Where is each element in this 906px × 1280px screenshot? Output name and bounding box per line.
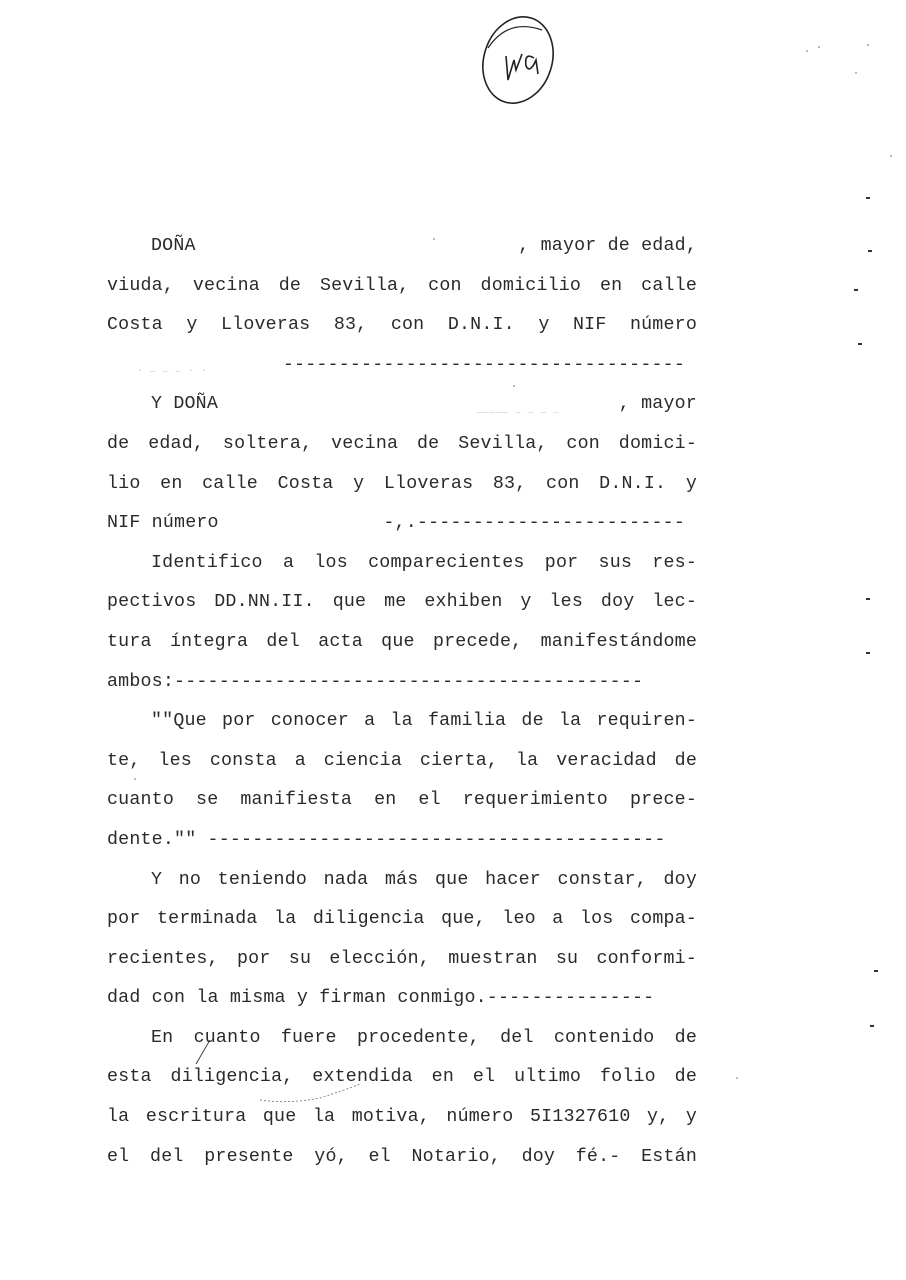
scan-speck — [818, 46, 820, 48]
redacted-name: _____ _ _ _ _ — [476, 405, 561, 416]
folio-number-stamp — [478, 8, 558, 108]
text-line: dad con la misma y firman conmigo.--------------- — [107, 988, 655, 1009]
text-line — [107, 504, 697, 544]
text-line: por terminada la diligencia que, leo a los compa- — [107, 909, 697, 930]
text-line: ""Que por conocer a la familia de la requiren- — [151, 711, 697, 732]
margin-mark — [866, 652, 870, 654]
scan-speck — [890, 155, 892, 157]
margin-mark — [854, 289, 858, 291]
scan-speck — [855, 72, 857, 74]
line-end-text: , mayor de edad, — [518, 236, 697, 256]
text-line: dente."" ----------------------------------------- — [107, 829, 666, 850]
text-line: viuda, vecina de Sevilla, con domicilio en calle — [107, 275, 697, 296]
text-line: esta diligencia, extendida en el ultimo folio de — [107, 1067, 697, 1088]
notarial-document-body — [107, 227, 697, 1177]
margin-mark — [874, 970, 878, 972]
line-end-dashes: -,.------------------------ — [383, 513, 685, 534]
text-line: recientes, por su elección, muestran su conformi- — [107, 948, 697, 969]
text-line — [107, 346, 697, 386]
text-line: te, les consta a ciencia cierta, la veracidad de — [107, 750, 697, 771]
line-end-dashes: ------------------------------------ — [282, 354, 685, 375]
scan-speck — [736, 1077, 738, 1079]
paragraph-identification — [107, 544, 697, 702]
text-line: el del presente yó, el Notario, doy fé.- Están — [107, 1146, 697, 1167]
text-line: pectivos DD.NN.II. que me exhiben y les doy lec- — [107, 592, 697, 613]
paragraph-closing — [107, 861, 697, 1019]
text-line — [107, 385, 697, 425]
margin-mark — [868, 250, 872, 252]
scan-speck — [867, 44, 869, 46]
scan-speck — [433, 238, 435, 240]
text-line: En cuanto fuere procedente, del contenido de — [151, 1027, 697, 1048]
paragraph-attestation — [107, 1019, 697, 1177]
text-line: tura íntegra del acta que precede, manifestándome — [107, 631, 697, 652]
nif-label: NIF número — [107, 513, 219, 534]
margin-mark — [870, 1025, 874, 1027]
margin-mark — [858, 343, 862, 345]
text-line: la escritura que la motiva, número 5I1327610 y, y — [107, 1107, 697, 1128]
paragraph-first-appearer — [107, 227, 697, 385]
margin-mark — [866, 598, 870, 600]
scan-speck — [806, 50, 808, 52]
title-y-dona: Y DOÑA — [151, 394, 219, 415]
text-line: Costa y Lloveras 83, con D.N.I. y NIF número — [107, 315, 697, 336]
handwritten-oval-icon — [478, 8, 558, 108]
paragraph-second-appearer — [107, 385, 697, 543]
scan-speck — [513, 385, 515, 387]
text-line: Identifico a los comparecientes por sus res- — [151, 552, 697, 573]
text-line: Y no teniendo nada más que hacer constar, doy — [151, 869, 697, 890]
text-line: ambos:------------------------------------------ — [107, 671, 644, 692]
text-line: lio en calle Costa y Lloveras 83, con D.N.I. y — [107, 473, 697, 494]
redacted-id-number: . _ _ _ . . — [137, 363, 208, 374]
text-line: cuanto se manifiesta en el requerimiento prece- — [107, 790, 697, 811]
paragraph-statement — [107, 702, 697, 860]
text-line — [107, 227, 697, 267]
line-end-text: , mayor — [618, 394, 697, 415]
margin-mark — [866, 197, 870, 199]
text-line: de edad, soltera, vecina de Sevilla, con domici- — [107, 433, 697, 454]
scan-speck — [134, 778, 136, 780]
redacted-name — [245, 227, 468, 267]
title-dona: DOÑA — [151, 236, 196, 256]
